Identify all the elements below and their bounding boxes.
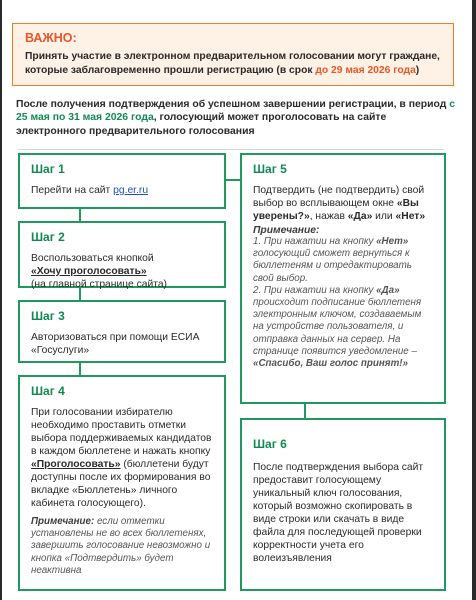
step-2-text: Воспользоваться кнопкой xyxy=(31,253,154,264)
note-2-text: 2. При нажатии на кнопку xyxy=(253,284,377,296)
step-5-text-2: , нажав xyxy=(309,211,348,222)
note-2-text-mid: происходит подписание бюллетеня электронным ключом, создаваемым на устройстве пользователя, и отправка данных на сервер. На странице появится уведомление – xyxy=(253,297,422,357)
step-4-note xyxy=(31,516,213,577)
step-1-text: Перейти на сайт xyxy=(31,185,114,196)
step-1-body xyxy=(31,184,213,197)
step-4-card xyxy=(18,375,226,591)
notice-text-part: Принять участие в электронном предварительном голосовании могут граждане, которые заблаговременно прошли регистрацию (в срок xyxy=(25,51,440,76)
step-3-title: Шаг 3 xyxy=(31,309,65,323)
notice-title: ВАЖНО: xyxy=(25,31,77,45)
step-6-title: Шаг 6 xyxy=(253,437,287,451)
vote-button-name: «Хочу проголосовать» xyxy=(31,266,147,277)
note-2-thanks: «Спасибо, Ваш голос принят!» xyxy=(253,358,408,370)
step-5-card xyxy=(240,153,446,404)
important-notice xyxy=(12,23,454,86)
note-1-no: «Нет» xyxy=(376,236,409,247)
step-3-body: Авторизоваться при помощи ЕСИА «Госуслуги» xyxy=(31,332,200,356)
intro-text-part: После получения подтверждения об успешном завершении регистрации, в период xyxy=(16,99,450,110)
step-1-title: Шаг 1 xyxy=(31,162,65,176)
notice-text-end: ) xyxy=(415,65,420,76)
step-2-after: (на главной странице сайта) xyxy=(31,279,167,290)
divider xyxy=(18,149,444,150)
connector-1-2 xyxy=(79,209,81,221)
note-2-yes: «Да» xyxy=(376,284,400,296)
step-5-note-2 xyxy=(253,285,433,370)
connector-3-4 xyxy=(79,363,81,375)
submit-vote-button-name: «Проголосовать» xyxy=(31,459,121,470)
note-1-text-end: голосующий сможет вернуться к бюллетеням и отредактировать свой выбор. xyxy=(253,248,412,284)
step-2-body xyxy=(31,252,213,291)
step-6-body: После подтверждения выбора сайт предоставит голосующему уникальный ключ голосования, который возможно скопировать в виде строки или скачать в виде файла для последующей проверки корректности учета его волеизъявления xyxy=(253,462,424,564)
intro-paragraph xyxy=(16,98,456,138)
intro-text-end: , голосующий может проголосовать на сайте электронного предварительного голосования xyxy=(16,112,387,137)
step-4-note-text: если отметки установлены не во всех бюллетенях, завершить голосование невозможно и кнопка «Подтвердить» будет неактивна xyxy=(31,516,211,576)
step-4-text: При голосовании избирателю необходимо проставить отметки выбора поддерживаемых кандидатов в каждом бюллетене и нажать кнопку xyxy=(31,407,212,457)
confirm-dialog-name: «Вы уверены?» xyxy=(253,198,419,222)
notice-deadline: до 29 мая 2026 года xyxy=(315,65,416,76)
step-2-card xyxy=(18,221,226,288)
yes-button-name: «Да» xyxy=(347,211,373,222)
step-5-note-label: Примечание: xyxy=(253,225,320,236)
step-3-card xyxy=(18,300,226,363)
step-5-note-1 xyxy=(253,236,433,285)
step-5-text: Подтвердить (не подтвердить) свой выбор во всплывающем окне xyxy=(253,185,425,209)
notice-text xyxy=(25,50,441,78)
intro-period: с 25 мая по 31 мая 2026 года xyxy=(16,99,455,124)
no-button-name: «Нет» xyxy=(395,211,426,222)
site-link[interactable]: pg.er.ru xyxy=(113,185,149,196)
step-5-body xyxy=(253,184,433,223)
step-6-card xyxy=(240,418,446,591)
step-4-note-label: Примечание: xyxy=(31,516,95,527)
step-2-title: Шаг 2 xyxy=(31,230,65,244)
step-5-title: Шаг 5 xyxy=(253,162,287,176)
step-4-title: Шаг 4 xyxy=(31,384,65,398)
step-5-text-3: или xyxy=(372,211,396,222)
connector-left-right xyxy=(226,179,240,181)
connector-5-6 xyxy=(304,404,306,418)
step-1-card xyxy=(18,153,226,209)
step-4-text-end: (бюллетени будут доступны после их формирования во вкладке «Бюллетень» личного кабинета голосующего). xyxy=(31,459,211,509)
note-1-text: 1. При нажатии на кнопку xyxy=(253,236,377,247)
page-edge-left xyxy=(0,0,2,600)
page-edge-right xyxy=(472,0,476,600)
step-4-body xyxy=(31,406,213,510)
